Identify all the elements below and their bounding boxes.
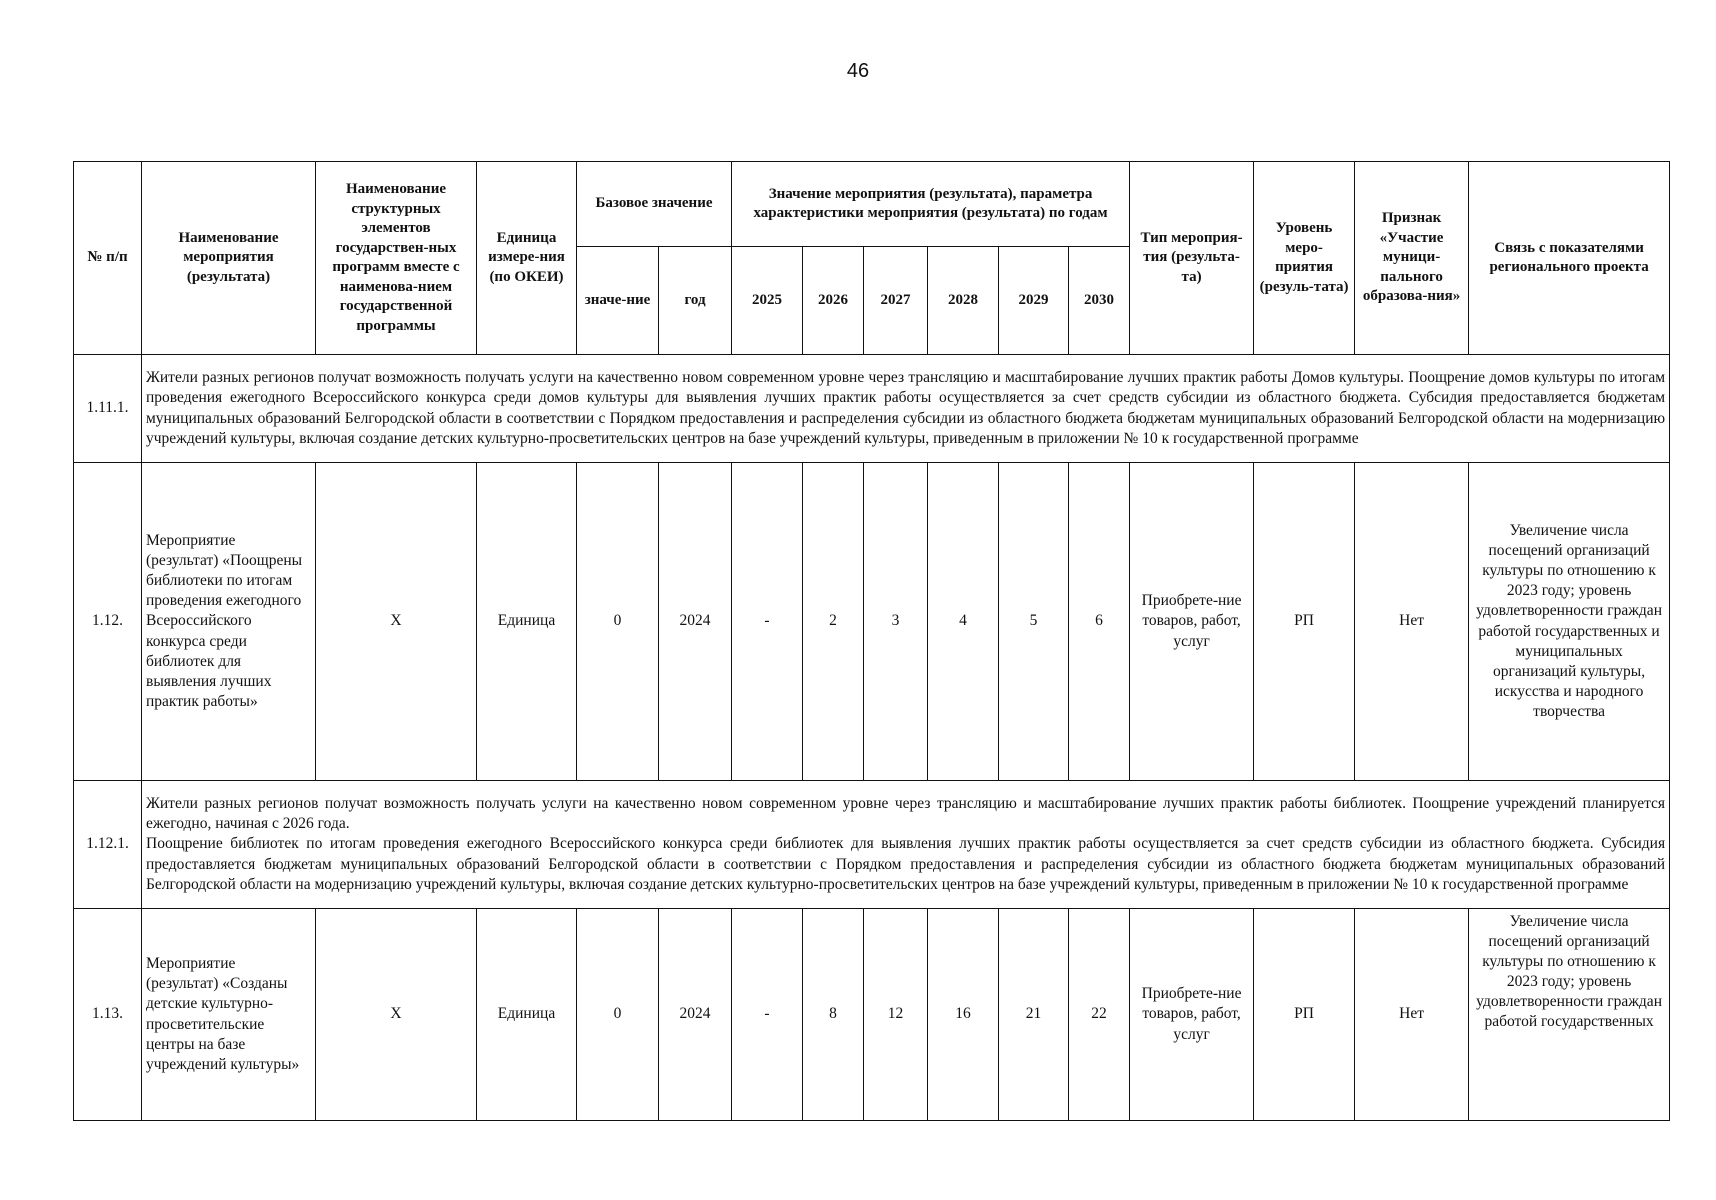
year-value: 3 [864,463,928,781]
struct-element: X [316,909,477,1121]
unit: Единица [477,463,577,781]
row-number: 1.13. [74,909,142,1121]
header-year: 2030 [1069,247,1130,355]
row-number: 1.11.1. [74,355,142,463]
unit: Единица [477,909,577,1121]
event-level: РП [1254,463,1355,781]
header-municipal: Признак «Участие муници-пального образова-ния» [1355,162,1469,355]
relation-cell [1469,909,1670,1121]
header-num: № п/п [74,162,142,355]
table-row [74,909,1670,1121]
base-value: 0 [577,463,659,781]
row-number: 1.12.1. [74,781,142,909]
base-year: 2024 [659,463,732,781]
event-level: РП [1254,909,1355,1121]
header-year: 2028 [928,247,999,355]
struct-element: X [316,463,477,781]
year-value: 6 [1069,463,1130,781]
event-name: Мероприятие (результат) «Поощрены библиотеки по итогам проведения ежегодного Всероссийского конкурса среди библиотек для выявления лучших практик работы» [142,463,316,781]
activities-table [73,161,1670,1121]
description-paragraph: Поощрение библиотек по итогам проведения ежегодного Всероссийского конкурса среди библиотек для выявления лучших практик работы осуществляется за счет средств субсидии из областного бюджета. Субсидия предоставляется бюджетам муниципальных образований Белгородской области в соответствии с Порядком предоставления и распределения субсидии из областного бюджета бюджетам муниципальных образований Белгородской области на модернизацию учреждений культуры, включая создание детских культурно-просветительских центров на базе учреждений культуры, приведенным в приложении № 10 к государственной программе [146,835,1666,893]
event-type: Приобрете-ние товаров, работ, услуг [1130,909,1254,1121]
year-value: - [732,909,803,1121]
row-description [142,781,1670,909]
row-description: Жители разных регионов получат возможность получать услуги на качественно новом современном уровне через трансляцию и масштабирование лучших практик работы Домов культуры. Поощрение домов культуры по итогам проведения ежегодного Всероссийского конкурса среди домов культуры для выявления лучших практик работы осуществляется за счет средств субсидии из областного бюджета. Субсидия предоставляется бюджетам муниципальных образований Белгородской области в соответствии с Порядком предоставления и распределения субсидии из областного бюджета бюджетам муниципальных образований Белгородской области на модернизацию учреждений культуры, включая создание детских культурно-просветительских центров на базе учреждений культуры, приведенным в приложении № 10 к государственной программе [142,355,1670,463]
header-base-year: год [659,247,732,355]
year-value: 12 [864,909,928,1121]
year-value: 5 [999,463,1069,781]
table-row [74,781,1670,909]
header-year: 2025 [732,247,803,355]
municipal-flag: Нет [1355,909,1469,1121]
header-base-value: значе-ние [577,247,659,355]
table-header-row [74,162,1670,247]
relation: Увеличение числа посещений организаций культуры по отношению к 2023 году; уровень удовлетворенности граждан работой государственных [1476,912,1662,1031]
header-year: 2027 [864,247,928,355]
header-level: Уровень меро-приятия (резуль-тата) [1254,162,1355,355]
header-years-group: Значение мероприятия (результата), параметра характеристики мероприятия (результата) по годам [732,162,1130,247]
relation: Увеличение числа посещений организаций культуры по отношению к 2023 году; уровень удовлетворенности граждан работой государственных и муниципальных организаций культуры, искусства и народного творчества [1469,463,1670,781]
header-year: 2026 [803,247,864,355]
municipal-flag: Нет [1355,463,1469,781]
header-name: Наименование мероприятия (результата) [142,162,316,355]
header-base: Базовое значение [577,162,732,247]
header-unit: Единица измере-ния (по ОКЕИ) [477,162,577,355]
description-paragraph: Жители разных регионов получат возможность получать услуги на качественно новом современном уровне через трансляцию и масштабирование лучших практик работы библиотек. Поощрение учреждений планируется ежегодно, начиная с 2026 года. [146,795,1666,833]
year-value: 16 [928,909,999,1121]
year-value: - [732,463,803,781]
event-name: Мероприятие (результат) «Созданы детские культурно-просветительские центры на базе учреждений культуры» [142,909,316,1121]
header-year: 2029 [999,247,1069,355]
header-type: Тип мероприя-тия (результа-та) [1130,162,1254,355]
page-number: 46 [846,60,870,82]
header-struct: Наименование структурных элементов государствен-ных программ вместе с наименова-нием государственной программы [316,162,477,355]
year-value: 22 [1069,909,1130,1121]
header-relation: Связь с показателями регионального проекта [1469,162,1670,355]
event-type: Приобрете-ние товаров, работ, услуг [1130,463,1254,781]
year-value: 8 [803,909,864,1121]
year-value: 2 [803,463,864,781]
table-row [74,355,1670,463]
row-number: 1.12. [74,463,142,781]
year-value: 4 [928,463,999,781]
base-value: 0 [577,909,659,1121]
year-value: 21 [999,909,1069,1121]
table-row [74,463,1670,781]
base-year: 2024 [659,909,732,1121]
